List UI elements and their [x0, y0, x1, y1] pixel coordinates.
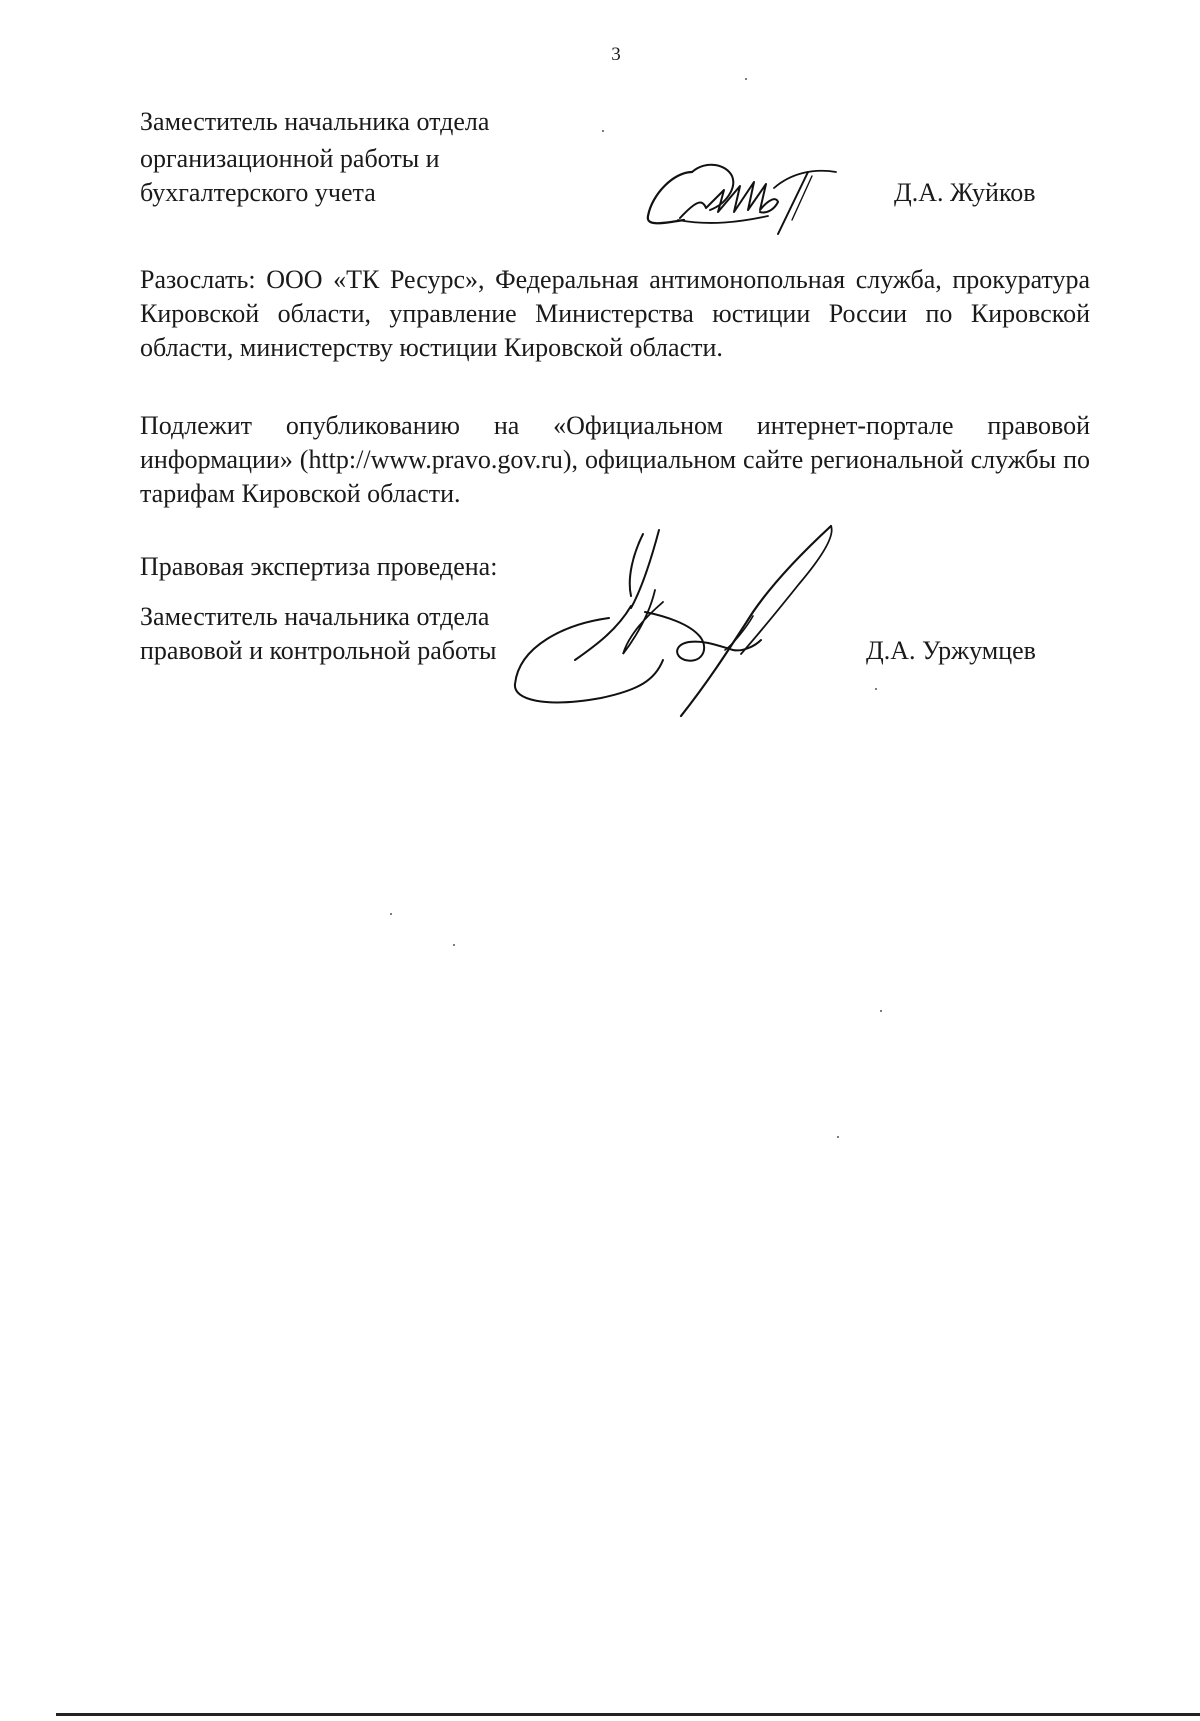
scan-speck	[875, 688, 877, 690]
distribution-list: Разослать: ООО «ТК Ресурс», Федеральная антимонопольная служба, прокуратура Кировской области, управление Министерства юстиции России по Кировской области, министерству юстиции Кировской области.	[140, 265, 1090, 362]
signatory-1-title-line-1: Заместитель начальника отдела	[140, 107, 490, 136]
page-number: 3	[611, 44, 621, 65]
legal-review-heading: Правовая экспертиза проведена:	[140, 552, 498, 581]
signatory-1-title-line-2: организационной работы и	[140, 144, 440, 173]
scan-speck	[390, 913, 392, 915]
scan-speck	[745, 78, 747, 80]
signatory-1-name: Д.А. Жуйков	[894, 178, 1036, 207]
signature-1-image	[640, 150, 880, 240]
signature-2-image	[505, 520, 845, 720]
scan-speck	[837, 1136, 839, 1138]
publication-note: Подлежит опубликованию на «Официальном интернет-портале правовой информации» (http://www.pravo.gov.ru), официальном сайте региональной службы по тарифам Кировской области.	[140, 411, 1090, 508]
scan-speck	[880, 1010, 882, 1012]
legal-review-title-line-1: Заместитель начальника отдела	[140, 602, 490, 631]
legal-review-title-line-2: правовой и контрольной работы	[140, 636, 497, 665]
scan-speck	[453, 944, 455, 946]
scan-speck	[602, 130, 604, 132]
bottom-rule	[56, 1713, 1200, 1716]
signatory-1-title-line-3: бухгалтерского учета	[140, 178, 376, 207]
legal-review-name: Д.А. Уржумцев	[866, 636, 1036, 665]
